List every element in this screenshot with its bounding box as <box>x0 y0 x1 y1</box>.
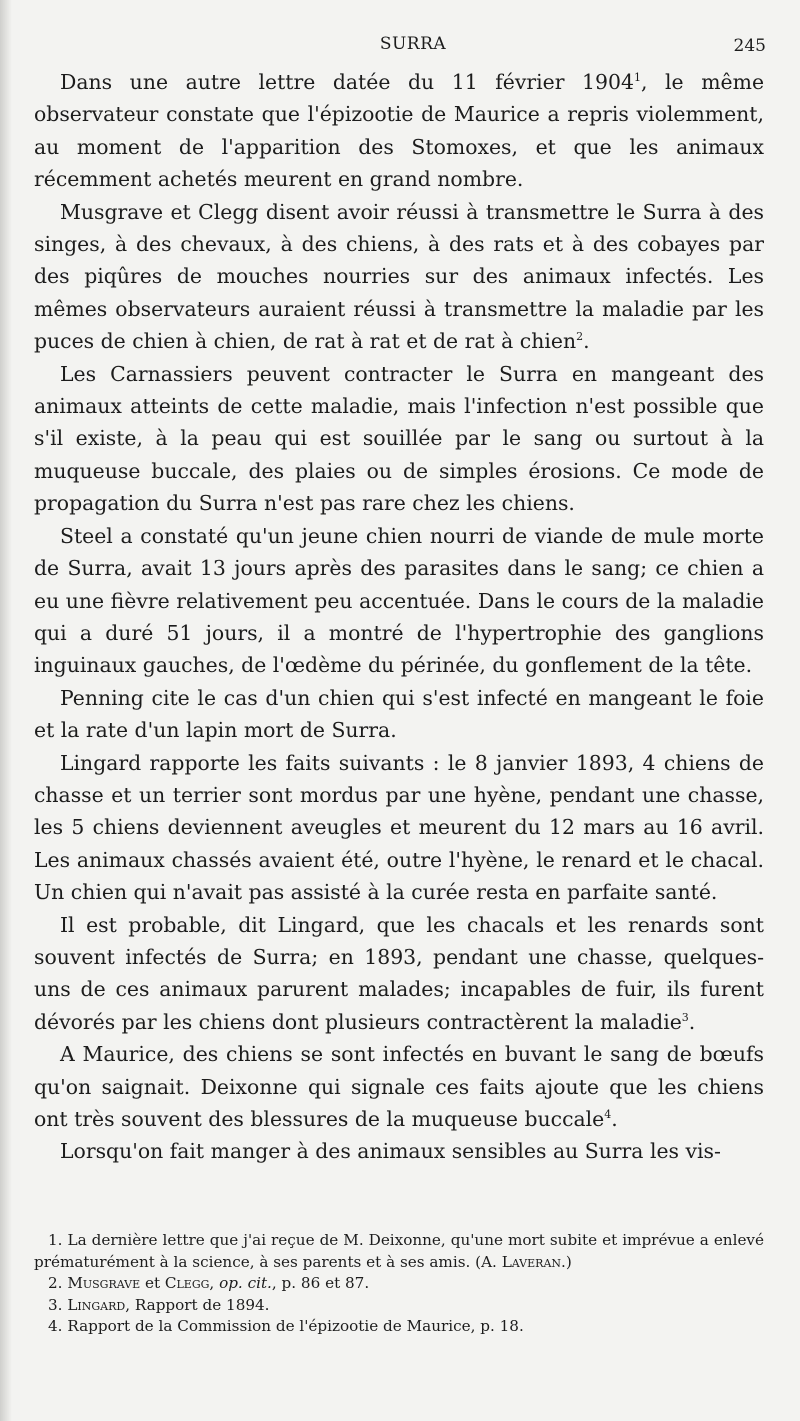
footnote-author: Laveran <box>501 1252 562 1271</box>
footnote-author: Clegg <box>164 1274 210 1293</box>
page-number: 245 <box>733 36 766 56</box>
footnotes <box>34 1230 764 1338</box>
paragraph-text: . <box>583 329 590 354</box>
footnote-citation: op. cit. <box>219 1274 272 1293</box>
paragraph-6: Lingard rapporte les faits suivants : le 8 janvier 1893, 4 chiens de chasse et un terrier sont mordus par une hyène, pendant une chasse, les 5 chiens deviennent aveugles et meurent du 12 mars au 16 avril. Les animaux chassés avaient été, outre l'hyène, le renard et le chacal. Un chien qui n'avait pas assisté à la curée resta en parfaite santé. <box>34 750 764 905</box>
footnote-author: Lingard <box>67 1295 126 1314</box>
paragraph-text: , le même observateur constate que l'épizootie de Maurice a repris violemment, au moment de l'apparition des Stomoxes, et que les animaux récemment achetés meurent en grand nombre. <box>34 70 765 192</box>
footnote-text: .) <box>561 1252 572 1271</box>
footnote-1 <box>34 1230 764 1273</box>
footnote-4 <box>34 1316 764 1338</box>
footnote-text: , p. 86 et 87. <box>271 1274 370 1293</box>
paragraph-text: Musgrave et Clegg disent avoir réussi à transmettre le Surra à des singes, à des chevaux, à des chiens, à des rats et à des cobayes par des piqûres de mouches nourries sur des animaux infectés. Les mêmes observateurs auraient réussi à transmettre la maladie par les puces de chien à chien, de rat à rat et de rat à chien <box>34 199 764 354</box>
footnote-number: 4. <box>48 1317 63 1336</box>
footnote-3 <box>34 1295 764 1317</box>
paragraph-7 <box>34 909 764 1039</box>
footnote-number: 2. <box>48 1274 63 1293</box>
body-text <box>34 66 764 1168</box>
paragraph-1 <box>34 66 764 196</box>
footnote-2 <box>34 1273 764 1295</box>
page-header <box>60 34 766 64</box>
paragraph-2 <box>34 196 764 358</box>
footnote-text: La dernière lettre que j'ai reçue de M. Deixonne, qu'une mort subite et imprévue a enlevé prématurément à la science, à ses parents et à ses amis. (A. <box>34 1231 765 1271</box>
paragraph-9: Lorsqu'on fait manger à des animaux sensibles au Surra les vis- <box>60 1139 721 1164</box>
footnote-text: Rapport de la Commission de l'épizootie de Maurice, p. 18. <box>67 1317 524 1336</box>
paragraph-5: Penning cite le cas d'un chien qui s'est infecté en mangeant le foie et la rate d'un lapin mort de Surra. <box>34 685 764 743</box>
footnote-text: et <box>140 1274 165 1293</box>
paragraph-3: Les Carnassiers peuvent contracter le Surra en mangeant des animaux atteints de cette maladie, mais l'infection n'est possible que s'il existe, à la peau qui est souillée par le sang ou surtout à la muqueuse buccale, des plaies ou de simples érosions. Ce mode de propagation du Surra n'est pas rare chez les chiens. <box>34 361 764 516</box>
paragraph-text: A Maurice, des chiens se sont infectés en buvant le sang de bœufs qu'on saignait. Deixonne qui signale ces faits ajoute que les chiens ont très souvent des blessures de la muqueuse buccale <box>34 1042 764 1131</box>
footnote-text: , Rapport de 1894. <box>125 1295 270 1314</box>
footnote-ref: 1 <box>633 71 641 84</box>
footnote-ref: 2 <box>576 330 584 344</box>
paragraph-text: Dans une autre lettre datée du 11 février 1904 <box>60 70 634 94</box>
running-head: SURRA <box>379 34 447 54</box>
footnote-number: 1. <box>48 1231 63 1249</box>
paragraph-8 <box>34 1038 764 1135</box>
footnote-ref: 3 <box>681 1010 689 1024</box>
paragraph-text: . <box>611 1107 618 1131</box>
footnote-ref: 4 <box>604 1108 612 1121</box>
footnote-number: 3. <box>48 1295 63 1314</box>
paragraph-text: . <box>688 1009 696 1034</box>
footnote-author: Musgrave <box>67 1274 141 1293</box>
footnote-text: , <box>209 1274 220 1293</box>
paragraph-text: Il est probable, dit Lingard, que les chacals et les renards sont souvent infectés de Surra; en 1893, pendant une chasse, quelques-uns de ces animaux parurent malades; incapables de fuir, ils furent dévorés par les chiens dont plusieurs contractèrent la maladie <box>34 912 764 1034</box>
paragraph-4: Steel a constaté qu'un jeune chien nourri de viande de mule morte de Surra, avait 13 jours après des parasites dans le sang; ce chien a eu une fièvre relativement peu accentuée. Dans le cours de la maladie qui a duré 51 jours, il a montré de l'hypertrophie des ganglions inguinaux gauches, de l'œdème du périnée, du gonflement de la tête. <box>34 523 764 678</box>
